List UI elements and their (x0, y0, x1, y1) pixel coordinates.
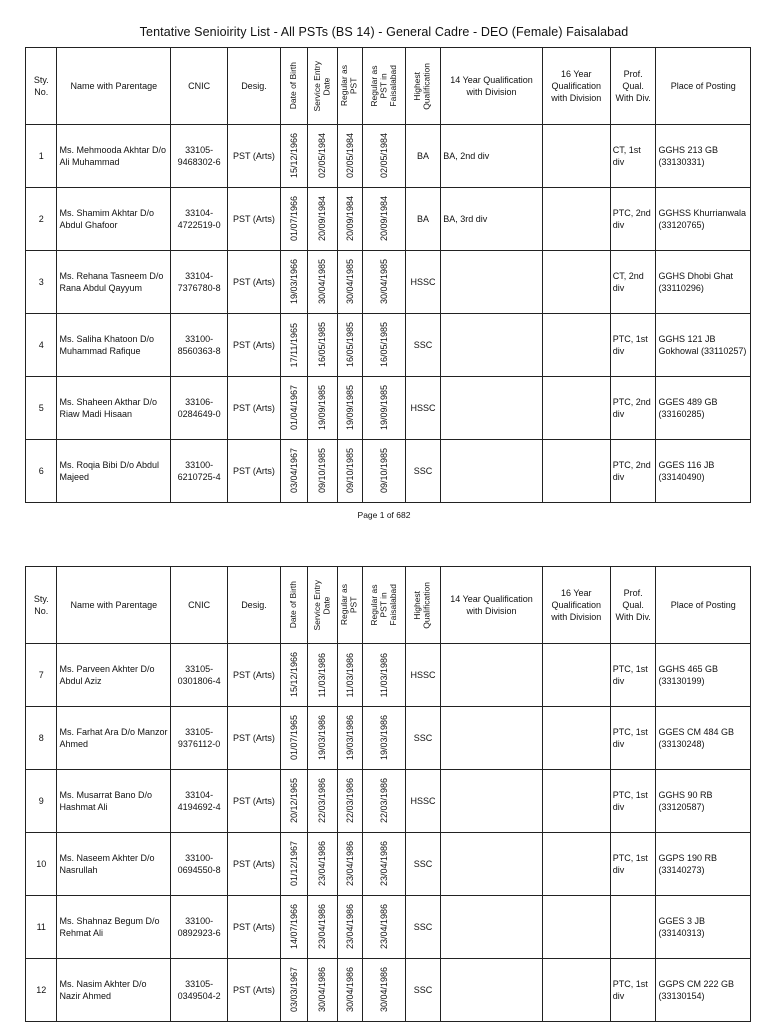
header-dob (280, 567, 307, 644)
cell-prof: CT, 1st div (610, 125, 656, 188)
cell-q16 (542, 770, 610, 833)
cell-service (308, 125, 337, 188)
cell-posting: GGES 489 GB (33160285) (656, 377, 751, 440)
cell-service (308, 770, 337, 833)
cell-prof: PTC, 2nd div (610, 188, 656, 251)
cell-highest: SSC (405, 707, 441, 770)
cell-value: 16/05/1985 (378, 322, 389, 368)
cell-value: 03/03/1967 (289, 967, 300, 1013)
cell-value: 23/04/1986 (378, 904, 389, 950)
cell-value: 22/03/1986 (378, 778, 389, 824)
header-label: Regular as PST in Faisalabad (368, 65, 398, 107)
seniority-table-2 (25, 566, 751, 1022)
cell-value: 03/04/1967 (289, 448, 300, 494)
table-row (26, 251, 751, 314)
cell-cnic: 33105- 9468302-6 (171, 125, 228, 188)
cell-q14 (441, 770, 543, 833)
header-label: Highest Qualification (412, 62, 432, 110)
cell-name: Ms. Nasim Akhter D/o Nazir Ahmed (57, 959, 171, 1022)
cell-service (308, 707, 337, 770)
cell-value: 11/03/1986 (378, 652, 389, 698)
cell-regular-fsd (363, 896, 406, 959)
cell-desig: PST (Arts) (228, 896, 281, 959)
cell-cnic: 33100- 8560363-8 (171, 314, 228, 377)
table-row (26, 125, 751, 188)
cell-q16 (542, 188, 610, 251)
header-cnic: CNIC (171, 567, 228, 644)
cell-value: 19/03/1986 (344, 715, 355, 761)
cell-regular-pst (337, 188, 362, 251)
cell-desig: PST (Arts) (228, 644, 281, 707)
cell-sno: 3 (26, 251, 57, 314)
table-row (26, 707, 751, 770)
cell-regular-pst (337, 833, 362, 896)
cell-value: 19/09/1985 (344, 385, 355, 431)
header-label: Service Entry Date (311, 579, 332, 631)
cell-desig: PST (Arts) (228, 707, 281, 770)
header-highest (405, 567, 441, 644)
header-prof: Prof. Qual. With Div. (610, 567, 656, 644)
table-row (26, 833, 751, 896)
cell-value: 30/04/1985 (317, 259, 328, 305)
cell-q14 (441, 896, 543, 959)
cell-service (308, 440, 337, 503)
cell-sno: 5 (26, 377, 57, 440)
cell-name: Ms. Rehana Tasneem D/o Rana Abdul Qayyum (57, 251, 171, 314)
cell-desig: PST (Arts) (228, 314, 281, 377)
cell-prof: CT, 2nd div (610, 251, 656, 314)
cell-value: 20/09/1984 (378, 196, 389, 242)
cell-desig: PST (Arts) (228, 251, 281, 314)
cell-value: 02/05/1984 (378, 133, 389, 179)
cell-dob (280, 188, 307, 251)
table-row (26, 770, 751, 833)
cell-value: 20/12/1965 (289, 778, 300, 824)
cell-prof: PTC, 1st div (610, 314, 656, 377)
cell-sno: 10 (26, 833, 57, 896)
cell-dob (280, 440, 307, 503)
cell-posting: GGHS Dhobi Ghat (33110296) (656, 251, 751, 314)
header-q14: 14 Year Qualification with Division (441, 48, 543, 125)
cell-dob (280, 251, 307, 314)
header-label: Regular as PST (339, 584, 359, 626)
cell-q16 (542, 377, 610, 440)
cell-regular-pst (337, 314, 362, 377)
cell-q16 (542, 959, 610, 1022)
cell-desig: PST (Arts) (228, 440, 281, 503)
table-row (26, 188, 751, 251)
table-row (26, 644, 751, 707)
cell-value: 16/05/1985 (344, 322, 355, 368)
cell-regular-pst (337, 377, 362, 440)
cell-value: 23/04/1986 (378, 841, 389, 887)
header-regular-pst (337, 567, 362, 644)
cell-highest: HSSC (405, 377, 441, 440)
cell-posting: GGHS 121 JB Gokhowal (33110257) (656, 314, 751, 377)
cell-regular-fsd (363, 377, 406, 440)
cell-service (308, 959, 337, 1022)
cell-value: 02/05/1984 (317, 133, 328, 179)
cell-regular-pst (337, 125, 362, 188)
cell-q14: BA, 3rd div (441, 188, 543, 251)
header-cnic: CNIC (171, 48, 228, 125)
cell-desig: PST (Arts) (228, 959, 281, 1022)
cell-q14 (441, 833, 543, 896)
cell-value: 23/04/1986 (344, 841, 355, 887)
cell-prof: PTC, 1st div (610, 707, 656, 770)
cell-q14 (441, 251, 543, 314)
cell-service (308, 896, 337, 959)
cell-value: 30/04/1986 (344, 967, 355, 1013)
header-regular-pst (337, 48, 362, 125)
cell-highest: BA (405, 188, 441, 251)
cell-posting: GGES 116 JB (33140490) (656, 440, 751, 503)
cell-prof: PTC, 1st div (610, 644, 656, 707)
cell-value: 01/12/1967 (289, 841, 300, 887)
cell-regular-fsd (363, 644, 406, 707)
header-service (308, 48, 337, 125)
cell-cnic: 33105- 0349504-2 (171, 959, 228, 1022)
cell-prof: PTC, 1st div (610, 833, 656, 896)
cell-posting: GGES CM 484 GB (33130248) (656, 707, 751, 770)
cell-sno: 9 (26, 770, 57, 833)
cell-highest: BA (405, 125, 441, 188)
cell-value: 19/03/1966 (289, 259, 300, 305)
cell-regular-fsd (363, 707, 406, 770)
cell-regular-fsd (363, 125, 406, 188)
cell-value: 01/07/1965 (289, 715, 300, 761)
cell-name: Ms. Mehmooda Akhtar D/o Ali Muhammad (57, 125, 171, 188)
cell-regular-fsd (363, 188, 406, 251)
cell-highest: SSC (405, 833, 441, 896)
cell-value: 23/04/1986 (317, 904, 328, 950)
header-name: Name with Parentage (57, 48, 171, 125)
cell-cnic: 33100- 6210725-4 (171, 440, 228, 503)
cell-name: Ms. Musarrat Bano D/o Hashmat Ali (57, 770, 171, 833)
cell-regular-fsd (363, 440, 406, 503)
cell-value: 30/04/1986 (317, 967, 328, 1013)
cell-value: 17/11/1965 (289, 322, 300, 368)
cell-value: 15/12/1966 (289, 133, 300, 179)
cell-highest: SSC (405, 440, 441, 503)
header-desig: Desig. (228, 567, 281, 644)
cell-cnic: 33105- 0301806-4 (171, 644, 228, 707)
header-label: Regular as PST (339, 65, 359, 107)
header-q16: 16 Year Qualification with Division (542, 567, 610, 644)
cell-value: 14/07/1966 (289, 904, 300, 950)
header-q14: 14 Year Qualification with Division (441, 567, 543, 644)
cell-service (308, 833, 337, 896)
cell-dob (280, 377, 307, 440)
cell-sno: 8 (26, 707, 57, 770)
cell-dob (280, 833, 307, 896)
cell-name: Ms. Shahnaz Begum D/o Rehmat Ali (57, 896, 171, 959)
cell-regular-pst (337, 959, 362, 1022)
cell-posting: GGPS CM 222 GB (33130154) (656, 959, 751, 1022)
cell-prof: PTC, 1st div (610, 959, 656, 1022)
cell-value: 23/04/1986 (317, 841, 328, 887)
cell-name: Ms. Shaheen Akthar D/o Riaw Madi Hisaan (57, 377, 171, 440)
page-number: Page 1 of 682 (357, 510, 411, 520)
cell-regular-pst (337, 707, 362, 770)
cell-value: 19/09/1985 (317, 385, 328, 431)
cell-desig: PST (Arts) (228, 125, 281, 188)
cell-value: 01/04/1967 (289, 385, 300, 431)
cell-highest: HSSC (405, 770, 441, 833)
cell-cnic: 33100- 0694550-8 (171, 833, 228, 896)
cell-value: 30/04/1985 (344, 259, 355, 305)
cell-name: Ms. Saliha Khatoon D/o Muhammad Rafique (57, 314, 171, 377)
cell-regular-fsd (363, 251, 406, 314)
cell-name: Ms. Shamim Akhtar D/o Abdul Ghafoor (57, 188, 171, 251)
cell-dob (280, 125, 307, 188)
cell-regular-fsd (363, 833, 406, 896)
cell-regular-fsd (363, 314, 406, 377)
cell-value: 20/09/1984 (317, 196, 328, 242)
header-label: Regular as PST in Faisalabad (368, 584, 398, 626)
cell-cnic: 33106- 0284649-0 (171, 377, 228, 440)
cell-name: Ms. Naseem Akhter D/o Nasrullah (57, 833, 171, 896)
cell-posting: GGHS 90 RB (33120587) (656, 770, 751, 833)
cell-desig: PST (Arts) (228, 833, 281, 896)
cell-regular-pst (337, 440, 362, 503)
cell-value: 22/03/1986 (317, 778, 328, 824)
cell-posting: GGES 3 JB (33140313) (656, 896, 751, 959)
cell-dob (280, 959, 307, 1022)
header-row (26, 48, 751, 125)
header-label: Date of Birth (288, 581, 299, 629)
cell-cnic: 33104- 4194692-4 (171, 770, 228, 833)
header-service (308, 567, 337, 644)
cell-q16 (542, 833, 610, 896)
cell-dob (280, 896, 307, 959)
cell-dob (280, 707, 307, 770)
document-title: Tentative Senioirity List - All PSTs (BS 14) - General Cadre - DEO (Female) Faisalabad (139, 25, 629, 39)
cell-highest: HSSC (405, 644, 441, 707)
cell-sno: 4 (26, 314, 57, 377)
cell-cnic: 33104- 4722519-0 (171, 188, 228, 251)
header-prof: Prof. Qual. With Div. (610, 48, 656, 125)
cell-q16 (542, 896, 610, 959)
cell-desig: PST (Arts) (228, 770, 281, 833)
cell-name: Ms. Farhat Ara D/o Manzor Ahmed (57, 707, 171, 770)
cell-value: 09/10/1985 (344, 448, 355, 494)
header-dob (280, 48, 307, 125)
header-sno: Sty. No. (26, 48, 57, 125)
cell-value: 09/10/1985 (378, 448, 389, 494)
cell-value: 09/10/1985 (317, 448, 328, 494)
cell-value: 02/05/1984 (344, 133, 355, 179)
cell-q16 (542, 707, 610, 770)
header-highest (405, 48, 441, 125)
cell-q16 (542, 251, 610, 314)
header-name: Name with Parentage (57, 567, 171, 644)
cell-name: Ms. Roqia Bibi D/o Abdul Majeed (57, 440, 171, 503)
cell-posting: GGHS 465 GB (33130199) (656, 644, 751, 707)
cell-sno: 12 (26, 959, 57, 1022)
cell-value: 20/09/1984 (344, 196, 355, 242)
cell-q14 (441, 314, 543, 377)
cell-highest: SSC (405, 896, 441, 959)
seniority-table-1 (25, 47, 751, 503)
cell-q16 (542, 125, 610, 188)
cell-prof: PTC, 2nd div (610, 440, 656, 503)
header-label: Date of Birth (288, 62, 299, 110)
cell-value: 19/09/1985 (378, 385, 389, 431)
cell-desig: PST (Arts) (228, 377, 281, 440)
cell-q14 (441, 377, 543, 440)
cell-sno: 11 (26, 896, 57, 959)
header-posting: Place of Posting (656, 48, 751, 125)
cell-q14 (441, 959, 543, 1022)
cell-sno: 7 (26, 644, 57, 707)
cell-value: 11/03/1986 (317, 652, 328, 698)
cell-q16 (542, 644, 610, 707)
cell-prof: PTC, 1st div (610, 770, 656, 833)
header-desig: Desig. (228, 48, 281, 125)
cell-value: 01/07/1966 (289, 196, 300, 242)
cell-regular-pst (337, 896, 362, 959)
cell-service (308, 314, 337, 377)
cell-prof (610, 896, 656, 959)
cell-value: 15/12/1966 (289, 652, 300, 698)
header-label: Service Entry Date (311, 60, 332, 112)
cell-sno: 2 (26, 188, 57, 251)
cell-q14 (441, 644, 543, 707)
cell-desig: PST (Arts) (228, 188, 281, 251)
cell-highest: SSC (405, 314, 441, 377)
table-row (26, 314, 751, 377)
cell-value: 11/03/1986 (344, 652, 355, 698)
cell-service (308, 644, 337, 707)
cell-dob (280, 644, 307, 707)
cell-posting: GGHSS Khurrianwala (33120765) (656, 188, 751, 251)
cell-value: 23/04/1986 (344, 904, 355, 950)
cell-dob (280, 770, 307, 833)
cell-name: Ms. Parveen Akhter D/o Abdul Aziz (57, 644, 171, 707)
cell-service (308, 251, 337, 314)
cell-dob (280, 314, 307, 377)
cell-cnic: 33105- 9376112-0 (171, 707, 228, 770)
cell-service (308, 377, 337, 440)
cell-value: 30/04/1985 (378, 259, 389, 305)
cell-value: 19/03/1986 (317, 715, 328, 761)
cell-q16 (542, 440, 610, 503)
cell-value: 19/03/1986 (378, 715, 389, 761)
cell-posting: GGPS 190 RB (33140273) (656, 833, 751, 896)
cell-highest: HSSC (405, 251, 441, 314)
cell-value: 30/04/1986 (378, 967, 389, 1013)
cell-sno: 1 (26, 125, 57, 188)
cell-highest: SSC (405, 959, 441, 1022)
header-regular-fsd (363, 48, 406, 125)
table-row (26, 959, 751, 1022)
table-row (26, 377, 751, 440)
cell-cnic: 33100- 0892923-6 (171, 896, 228, 959)
cell-posting: GGHS 213 GB (33130331) (656, 125, 751, 188)
cell-value: 16/05/1985 (317, 322, 328, 368)
table-row (26, 440, 751, 503)
header-sno: Sty. No. (26, 567, 57, 644)
header-posting: Place of Posting (656, 567, 751, 644)
cell-service (308, 188, 337, 251)
cell-regular-pst (337, 251, 362, 314)
cell-q14 (441, 707, 543, 770)
cell-regular-fsd (363, 959, 406, 1022)
cell-sno: 6 (26, 440, 57, 503)
cell-regular-pst (337, 644, 362, 707)
header-row (26, 567, 751, 644)
cell-q16 (542, 314, 610, 377)
cell-cnic: 33104- 7376780-8 (171, 251, 228, 314)
cell-value: 22/03/1986 (344, 778, 355, 824)
cell-q14: BA, 2nd div (441, 125, 543, 188)
table-row (26, 896, 751, 959)
header-q16: 16 Year Qualification with Division (542, 48, 610, 125)
cell-q14 (441, 440, 543, 503)
header-label: Highest Qualification (412, 581, 432, 629)
cell-regular-pst (337, 770, 362, 833)
header-regular-fsd (363, 567, 406, 644)
cell-regular-fsd (363, 770, 406, 833)
cell-prof: PTC, 2nd div (610, 377, 656, 440)
